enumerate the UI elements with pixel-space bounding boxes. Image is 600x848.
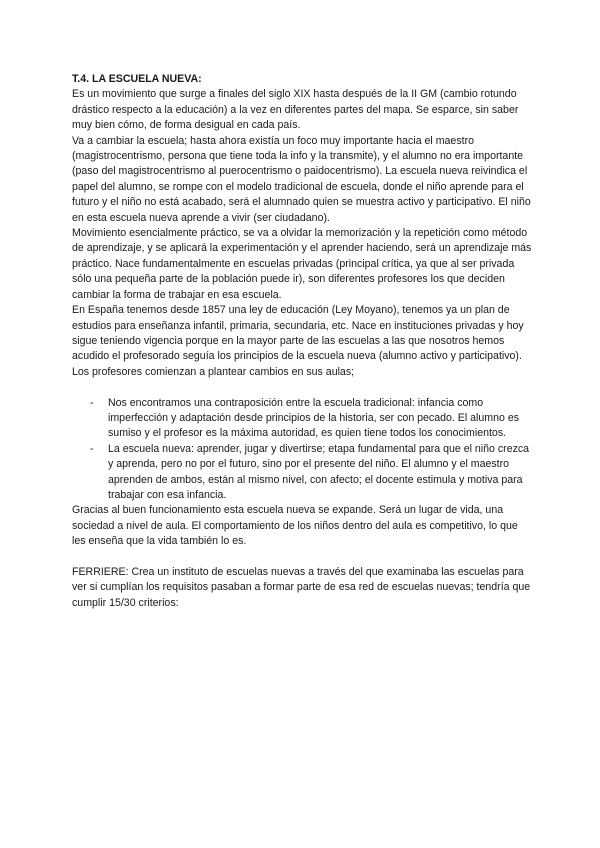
blank-line (72, 380, 534, 395)
school-change-paragraph: Va a cambiar la escuela; hasta ahora existía un foco muy importante hacia el maestro (magistrocentrismo, persona que tiene toda la info y la transmite), y el alumno no era importante (paso del magistrocentrismo al puerocentrismo o paidocentrismo). La escuela nueva reivindica el papel del alumno, se rompe con el modelo tradicional de escuela, donde el niño aprende para el futuro y el niño no está acabado, será el alumnado quien se muestra activo y participativo. El niño en esta escuela nueva aprende a vivir (ser ciudadano). (72, 134, 531, 224)
contrast-list (72, 396, 534, 504)
list-bullet: - (90, 442, 94, 455)
ferriere-paragraph: FERRIERE: Crea un instituto de escuelas nuevas a través del que examinaba las escuelas para ver si cumplían los requisitos pasaban a formar parte de esa red de escuelas nuevas; tendría que cumplir 15/30 criterios: (72, 565, 531, 609)
teachers-changes-paragraph: Los profesores comienzan a plantear cambios en sus aulas; (72, 365, 355, 378)
document-page (72, 72, 534, 611)
expansion-paragraph: Gracias al buen funcionamiento esta escuela nueva se expande. Será un lugar de vida, una sociedad a nivel de aula. El comportamiento de los niños dentro del aula es competitivo, lo que les enseña que la vida también lo es. (72, 504, 518, 548)
intro-paragraph: Es un movimiento que surge a finales del siglo XIX hasta después de la II GM (cambio rotundo drástico respecto a la educación) a la vez en diferentes partes del mapa. Se esparce, sin saber muy bien cómo, de forma desigual en cada país. (72, 88, 519, 132)
blank-line (72, 550, 534, 565)
list-item (72, 442, 534, 504)
list-item-text: Nos encontramos una contraposición entre la escuela tradicional: infancia como imperfección y adaptación desde principios de la historia, ser con pecado. El alumno es sumiso y el profesor es la máxima autoridad, es quien tiene todos los conocimientos. (108, 396, 520, 440)
list-bullet: - (90, 396, 94, 409)
list-item (72, 396, 534, 442)
list-item-text: La escuela nueva: aprender, jugar y divertirse; etapa fundamental para que el niño crezca y aprenda, pero no por el futuro, sino por el presente del niño. El alumno y el maestro aprenden de ambos, están al mismo nivel, con afecto; el docente estimula y motiva para trabajar con esa infancia. (108, 442, 530, 501)
spain-paragraph: En España tenemos desde 1857 una ley de educación (Ley Moyano), tenemos ya un plan de estudios para enseñanza infantil, primaria, secundaria, etc. Nace en instituciones privadas y hoy sigue teniendo vigencia porque en la mayor parte de las escuelas a las que nosotros hemos acudido el profesorado seguía los principios de la escuela nueva (alumno activo y participativo). (72, 304, 524, 363)
practical-movement-paragraph: Movimiento esencialmente práctico, se va a olvidar la memorización y la repetición como método de aprendizaje, y se aplicará la experimentación y el aprender haciendo, será un aprendizaje más práctico. Nace fundamentalmente en escuelas privadas (principal crítica, ya que al ser privada sólo una pequeña parte de la población puede ir), son diferentes profesores los que deciden cambiar la forma de trabajar en esa escuela. (72, 227, 532, 301)
document-title: T.4. LA ESCUELA NUEVA: (72, 73, 202, 85)
